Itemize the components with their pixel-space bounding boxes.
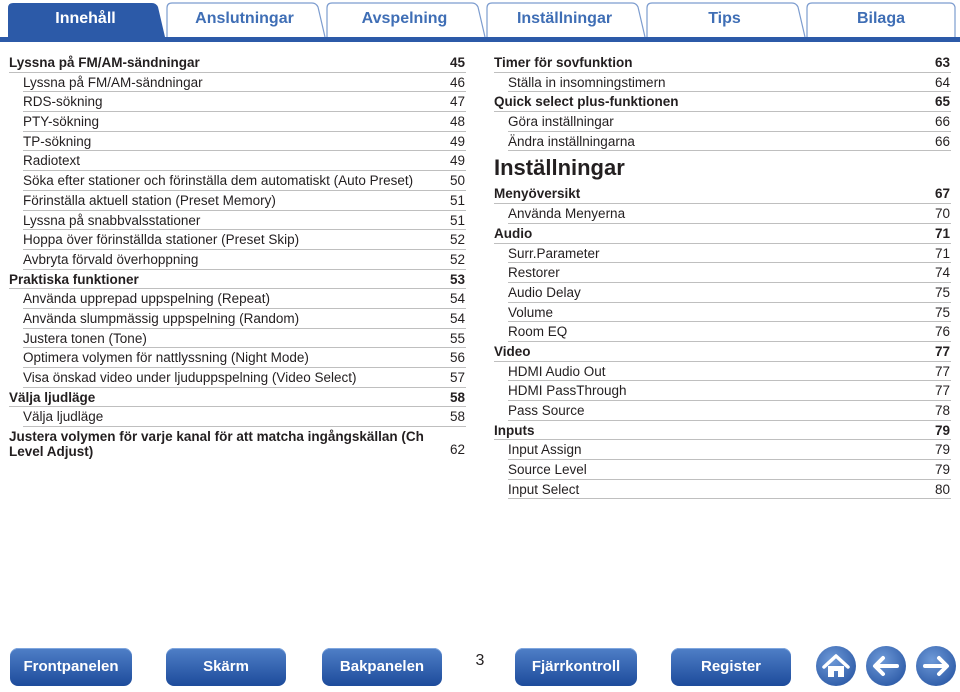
toc-entry-title: Input Select [508,481,580,497]
toc-page-number: 49 [449,133,465,149]
toc-item[interactable] [9,132,466,152]
toc-page-number: 62 [449,442,465,458]
toc-page-number: 56 [449,350,465,366]
toc-page-number: 79 [934,462,950,478]
toc-item[interactable] [9,92,466,112]
toc-item[interactable] [9,73,466,93]
toc-entry-title: Volume [508,304,554,320]
toc-item[interactable] [494,440,951,460]
toc-page-number: 52 [449,251,465,267]
home-icon [816,646,856,686]
toc-entry-title: Optimera volymen för nattlyssning (Night Mode) [23,350,309,366]
tab-installningar[interactable]: Inställningar [516,10,613,27]
arrow-left-icon [866,646,906,686]
toc-entry-title: Justera tonen (Tone) [23,330,147,346]
toc-entry-title: RDS-sökning [23,94,103,110]
toc-entry-title: Ställa in insomningstimern [508,74,666,90]
toc-page-number: 54 [449,291,465,307]
toc-item[interactable] [494,303,951,323]
toc-item[interactable] [494,283,951,303]
toc-entry-title: Ändra inställningarna [508,133,635,149]
toc-entry-title: Avbryta förvald överhoppning [23,251,199,267]
toc-page-number: 66 [934,114,950,130]
toc-page-number: 45 [449,55,465,70]
toc-entry-title: Använda slumpmässig uppspelning (Random) [23,310,300,326]
toc-page-number: 74 [934,265,950,281]
toc-section[interactable] [494,92,951,112]
rear-panel-button[interactable]: Bakpanelen [322,648,442,686]
toc-item[interactable] [9,230,466,250]
toc-section[interactable] [494,184,951,204]
toc-entry-title: HDMI PassThrough [508,383,627,399]
toc-item[interactable] [9,171,466,191]
toc-item[interactable] [9,289,466,309]
toc-entry-title: PTY-sökning [23,114,100,130]
screen-button[interactable]: Skärm [166,648,286,686]
toc-page-number: 66 [934,133,950,149]
toc-entry-title: Använda Menyerna [508,206,626,222]
toc-entry-title: Visa önskad video under ljuduppspelning (Video Select) [23,370,357,385]
toc-section[interactable] [9,388,466,408]
arrow-right-icon [916,646,956,686]
toc-entry-title: Förinställa aktuell station (Preset Memory) [23,192,276,208]
toc-entry-title: Välja ljudläge [23,409,104,425]
toc-page-number: 75 [934,304,950,320]
toc-item[interactable] [494,73,951,93]
toc-entry-title: HDMI Audio Out [508,363,606,379]
toc-item[interactable] [494,244,951,264]
toc-entry-title: Video [494,343,531,359]
toc-item[interactable] [9,211,466,231]
toc-page-number: 77 [934,383,950,399]
toc-page-number: 57 [449,370,465,385]
toc-entry-title: Radiotext [23,153,81,169]
toc-item[interactable] [9,368,466,388]
toc-item[interactable] [494,381,951,401]
toc-entry-title: Praktiska funktioner [9,271,139,287]
toc-item[interactable] [494,401,951,421]
toc-page-number: 48 [449,114,465,130]
toc-entry-title: Lyssna på snabbvalsstationer [23,212,201,228]
tab-anslutningar[interactable]: Anslutningar [195,10,294,27]
toc-entry-title: Menyöversikt [494,186,581,202]
toc-page-number: 80 [934,481,950,497]
toc-item[interactable] [9,309,466,329]
toc-page-number: 79 [934,442,950,458]
toc-entry-title: Quick select plus-funktionen [494,94,679,110]
toc-page-number: 63 [934,55,950,70]
toc-right-column [494,53,951,499]
toc-page-number: 77 [934,343,950,359]
toc-page-number: 52 [449,232,465,248]
toc-entry-title: Pass Source [508,403,585,418]
remote-control-button[interactable]: Fjärrkontroll [515,648,637,686]
toc-item[interactable] [9,250,466,270]
toc-page-number: 76 [934,324,950,340]
toc-entry-title: Surr.Parameter [508,245,600,261]
index-button[interactable]: Register [671,648,791,686]
toc-item[interactable] [9,329,466,349]
toc-page-number: 67 [934,186,950,202]
toc-page-number: 71 [934,225,950,241]
home-button[interactable] [816,646,856,686]
toc-item[interactable] [494,263,951,283]
toc-page-number: 75 [934,284,950,300]
toc-page-number: 64 [934,74,950,90]
toc-entry-title: Restorer [508,265,560,281]
toc-section[interactable] [494,342,951,362]
toc-entry-title: Inputs [494,422,535,438]
toc-page-number: 71 [934,245,950,261]
back-button[interactable] [866,646,906,686]
toc-item[interactable] [9,407,466,427]
toc-page-number: 54 [449,310,465,326]
toc-entry-title: Source Level [508,462,587,478]
tab-bilaga[interactable]: Bilaga [856,10,905,27]
tab-avspelning[interactable]: Avspelning [361,10,448,27]
toc-entry-title: Audio [494,225,533,241]
toc-entry-title: Lyssna på FM/AM-sändningar [23,74,203,90]
toc-page-number: 49 [449,153,465,169]
toc-section[interactable] [9,270,466,290]
toc-item[interactable] [9,191,466,211]
toc-item[interactable] [9,348,466,368]
tab-innehall[interactable]: Innehåll [55,10,116,27]
toc-item[interactable] [9,151,466,171]
toc-entry-title: Göra inställningar [508,114,614,130]
toc-item[interactable] [494,362,951,382]
toc-page-number: 58 [449,389,465,405]
front-panel-button[interactable]: Frontpanelen [10,648,132,686]
tab-tips[interactable]: Tips [708,10,741,27]
toc-entry-title: Timer för sovfunktion [494,55,633,70]
toc-page-number: 77 [934,363,950,379]
toc-entry-title: Room EQ [508,324,568,340]
toc-entry-title: Hoppa över förinställda stationer (Preset Skip) [23,232,300,248]
toc-section[interactable] [494,53,951,73]
toc-page-number: 55 [449,330,465,346]
toc-entry-title: Inställningar [494,155,625,181]
toc-page-number: 47 [449,94,465,110]
toc-entry-title: Input Assign [508,442,582,458]
section-heading [494,151,951,184]
toc-page-number: 53 [449,271,465,287]
toc-page-number: 51 [449,212,465,228]
toc-item[interactable] [9,112,466,132]
toc-item[interactable] [494,112,951,132]
toc-entry-title: Söka efter stationer och förinställa dem automatiskt (Auto Preset) [23,173,414,189]
toc-section[interactable] [9,427,466,460]
toc-page-number: 70 [934,206,950,222]
page-number: 3 [475,652,485,669]
toc-page-number: 51 [449,192,465,208]
toc-page-number: 78 [934,403,950,418]
toc-left-column [9,53,466,460]
toc-item[interactable] [494,132,951,152]
tab-bar [0,0,960,44]
toc-page-number: 79 [934,422,950,438]
toc-page-number: 46 [449,74,465,90]
toc-section[interactable] [494,224,951,244]
toc-entry-title: Välja ljudläge [9,389,96,405]
toc-item[interactable] [494,322,951,342]
toc-page-number: 58 [449,409,465,425]
toc-entry-title: Använda upprepad uppspelning (Repeat) [23,291,270,307]
toc-entry-title: Justera volymen för varje kanal för att matcha ingångskällan (Ch Level Adjust) [9,429,424,460]
toc-entry-title: TP-sökning [23,133,92,149]
toc-section[interactable] [494,421,951,441]
toc-item[interactable] [494,204,951,224]
toc-section[interactable] [9,53,466,73]
toc-page-number: 65 [934,94,950,110]
toc-entry-title: Audio Delay [508,284,581,300]
toc-item[interactable] [494,480,951,500]
toc-entry-title: Lyssna på FM/AM-sändningar [9,55,200,70]
toc-item[interactable] [494,460,951,480]
forward-button[interactable] [916,646,956,686]
toc-page-number: 50 [449,173,465,189]
